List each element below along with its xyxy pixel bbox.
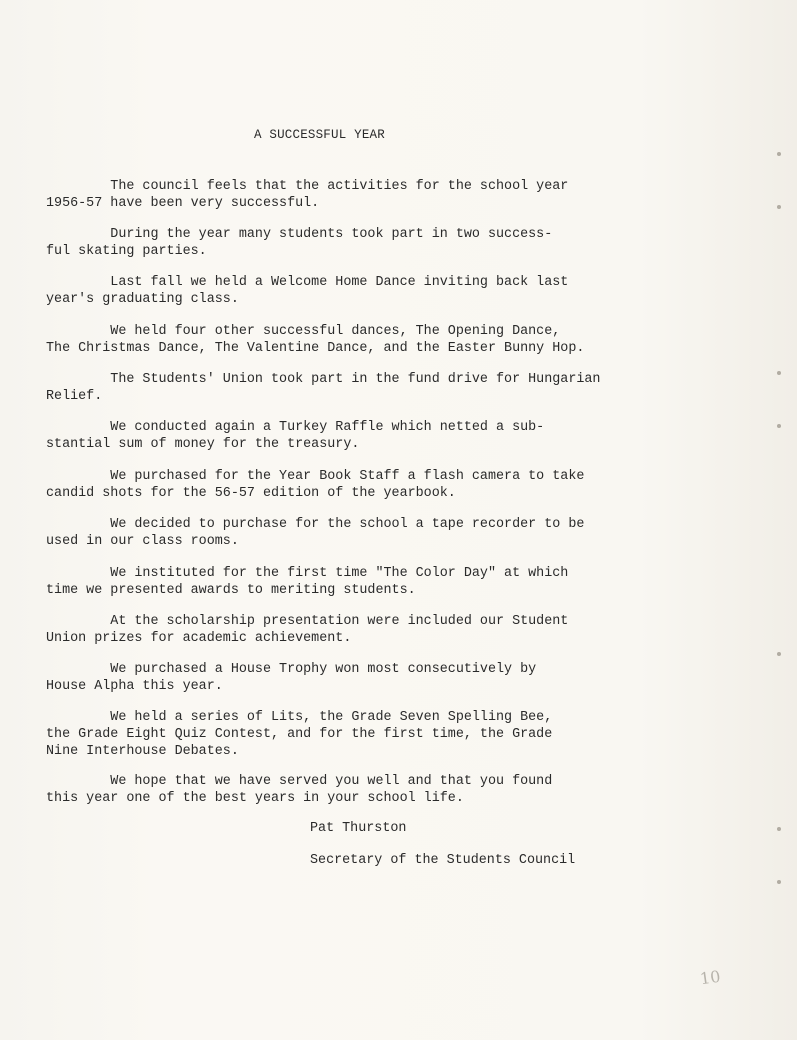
paragraph-line: Last fall we held a Welcome Home Dance inviting back last — [46, 275, 569, 290]
paragraph-turkey-raffle — [46, 419, 636, 453]
paragraph-line: stantial sum of money for the treasury. — [46, 437, 360, 452]
paragraph-line: Union prizes for academic achievement. — [46, 631, 352, 646]
paragraph-other-dances — [46, 323, 636, 357]
paragraph-line: We purchased for the Year Book Staff a flash camera to take — [46, 469, 585, 484]
paragraph-line: We conducted again a Turkey Raffle which netted a sub- — [46, 420, 545, 435]
paragraph-line: At the scholarship presentation were included our Student — [46, 614, 569, 629]
document-title: A SUCCESSFUL YEAR — [254, 128, 385, 142]
paragraph-tape-recorder — [46, 516, 636, 550]
paragraph-line: ful skating parties. — [46, 244, 207, 259]
paragraph-line: candid shots for the 56-57 edition of the yearbook. — [46, 486, 456, 501]
paragraph-line: the Grade Eight Quiz Contest, and for the first time, the Grade — [46, 727, 553, 742]
paragraph-scholarship — [46, 613, 636, 647]
paragraph-line: We held four other successful dances, The Opening Dance, — [46, 324, 561, 339]
paragraph-line: time we presented awards to meriting students. — [46, 583, 416, 598]
paragraph-line: We purchased a House Trophy won most consecutively by — [46, 662, 537, 677]
binder-hole-mark — [777, 827, 781, 831]
paragraph-line: We instituted for the first time "The Color Day" at which — [46, 566, 569, 581]
binder-hole-mark — [777, 424, 781, 428]
paragraph-council-feels — [46, 178, 636, 212]
paragraph-line: 1956-57 have been very successful. — [46, 196, 320, 211]
paragraph-welcome-dance — [46, 274, 636, 308]
paragraph-line: During the year many students took part in two success- — [46, 227, 553, 242]
paragraph-line: year's graduating class. — [46, 292, 239, 307]
paragraph-house-trophy — [46, 661, 636, 695]
signature-role: Secretary of the Students Council — [310, 853, 576, 868]
paragraph-line: The Students' Union took part in the fund drive for Hungarian — [46, 372, 601, 387]
paragraph-skating — [46, 226, 636, 260]
page-number: 10 — [698, 966, 722, 989]
paragraph-line: We decided to purchase for the school a tape recorder to be — [46, 517, 585, 532]
binder-hole-mark — [777, 205, 781, 209]
binder-hole-mark — [777, 371, 781, 375]
paragraph-line: The Christmas Dance, The Valentine Dance, and the Easter Bunny Hop. — [46, 341, 585, 356]
paragraph-line: House Alpha this year. — [46, 679, 223, 694]
paragraph-lits — [46, 709, 636, 760]
binder-hole-mark — [777, 880, 781, 884]
paragraph-flash-camera — [46, 468, 636, 502]
paragraph-line: The council feels that the activities for the school year — [46, 179, 569, 194]
paragraph-line: We held a series of Lits, the Grade Seven Spelling Bee, — [46, 710, 553, 725]
signature-name: Pat Thurston — [310, 821, 407, 836]
paragraph-color-day — [46, 565, 636, 599]
paragraph-line: used in our class rooms. — [46, 534, 239, 549]
paragraph-line: this year one of the best years in your school life. — [46, 791, 464, 806]
paragraph-closing — [46, 773, 636, 807]
binder-hole-mark — [777, 652, 781, 656]
paragraph-line: Relief. — [46, 389, 103, 404]
paragraph-line: We hope that we have served you well and that you found — [46, 774, 553, 789]
binder-hole-mark — [777, 152, 781, 156]
paragraph-line: Nine Interhouse Debates. — [46, 744, 239, 759]
paragraph-hungarian-relief — [46, 371, 636, 405]
